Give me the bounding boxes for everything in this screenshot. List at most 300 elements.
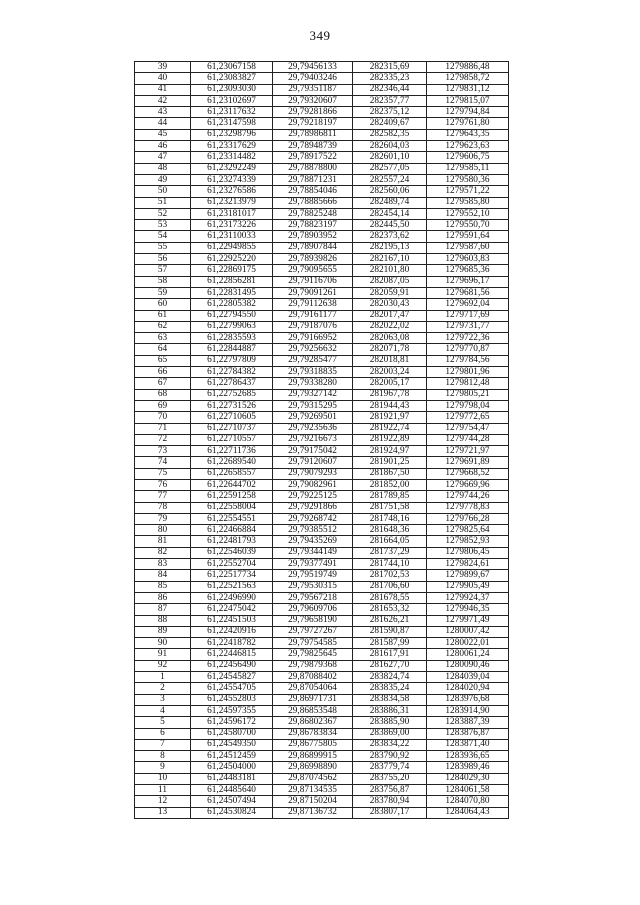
table-row [135,389,509,400]
longitude-cell: 29,78907844 [273,242,353,253]
latitude-cell: 61,23213979 [191,197,273,208]
latitude-cell: 61,24580700 [191,728,273,739]
table-row [135,163,509,174]
longitude-cell: 29,79218197 [273,118,353,129]
table-row [135,604,509,615]
point-number-cell: 8 [135,751,191,762]
table-row [135,615,509,626]
table-row [135,649,509,660]
point-number-cell: 3 [135,694,191,705]
coordinates-table [134,61,509,819]
longitude-cell: 29,78986811 [273,129,353,140]
latitude-cell: 61,22558004 [191,502,273,513]
y-coordinate-cell: 1279886,48 [427,62,509,73]
x-coordinate-cell: 281626,21 [353,615,427,626]
x-coordinate-cell: 282195,13 [353,242,427,253]
longitude-cell: 29,78878800 [273,163,353,174]
table-row [135,683,509,694]
table-row [135,525,509,536]
y-coordinate-cell: 1279946,35 [427,604,509,615]
point-number-cell: 48 [135,163,191,174]
table-row [135,152,509,163]
point-number-cell: 59 [135,287,191,298]
latitude-cell: 61,22418782 [191,638,273,649]
latitude-cell: 61,22552704 [191,559,273,570]
latitude-cell: 61,24530824 [191,807,273,818]
x-coordinate-cell: 281748,16 [353,513,427,524]
latitude-cell: 61,23314482 [191,152,273,163]
longitude-cell: 29,87088402 [273,672,353,683]
x-coordinate-cell: 281664,05 [353,536,427,547]
longitude-cell: 29,79456133 [273,62,353,73]
table-row [135,141,509,152]
coordinates-table-body [135,62,509,819]
latitude-cell: 61,24596172 [191,717,273,728]
latitude-cell: 61,22475042 [191,604,273,615]
y-coordinate-cell: 1279550,70 [427,220,509,231]
y-coordinate-cell: 1283936,65 [427,751,509,762]
point-number-cell: 87 [135,604,191,615]
x-coordinate-cell: 282409,67 [353,118,427,129]
y-coordinate-cell: 1279899,67 [427,570,509,581]
x-coordinate-cell: 283835,24 [353,683,427,694]
longitude-cell: 29,78825248 [273,208,353,219]
latitude-cell: 61,22521563 [191,581,273,592]
x-coordinate-cell: 281922,74 [353,423,427,434]
x-coordinate-cell: 282489,74 [353,197,427,208]
x-coordinate-cell: 281944,43 [353,400,427,411]
y-coordinate-cell: 1279585,80 [427,197,509,208]
latitude-cell: 61,22710605 [191,412,273,423]
x-coordinate-cell: 282375,12 [353,107,427,118]
longitude-cell: 29,87134535 [273,785,353,796]
y-coordinate-cell: 1283989,46 [427,762,509,773]
x-coordinate-cell: 282346,44 [353,84,427,95]
longitude-cell: 29,79116706 [273,276,353,287]
point-number-cell: 5 [135,717,191,728]
table-row [135,321,509,332]
x-coordinate-cell: 282071,78 [353,344,427,355]
x-coordinate-cell: 283834,22 [353,739,427,750]
latitude-cell: 61,23110033 [191,231,273,242]
y-coordinate-cell: 1279571,22 [427,186,509,197]
point-number-cell: 10 [135,773,191,784]
table-row [135,129,509,140]
y-coordinate-cell: 1279858,72 [427,73,509,84]
longitude-cell: 29,79225125 [273,491,353,502]
longitude-cell: 29,86899915 [273,751,353,762]
longitude-cell: 29,86775805 [273,739,353,750]
point-number-cell: 72 [135,434,191,445]
table-row [135,479,509,490]
x-coordinate-cell: 283755,20 [353,773,427,784]
latitude-cell: 61,22554551 [191,513,273,524]
point-number-cell: 2 [135,683,191,694]
x-coordinate-cell: 282373,62 [353,231,427,242]
longitude-cell: 29,79281866 [273,107,353,118]
x-coordinate-cell: 283886,31 [353,705,427,716]
point-number-cell: 40 [135,73,191,84]
latitude-cell: 61,22517734 [191,570,273,581]
longitude-cell: 29,79315295 [273,400,353,411]
point-number-cell: 77 [135,491,191,502]
y-coordinate-cell: 1279669,96 [427,479,509,490]
x-coordinate-cell: 281922,89 [353,434,427,445]
longitude-cell: 29,79256632 [273,344,353,355]
point-number-cell: 4 [135,705,191,716]
table-row [135,265,509,276]
x-coordinate-cell: 282101,80 [353,265,427,276]
longitude-cell: 29,79082961 [273,479,353,490]
page-number: 349 [309,28,331,43]
latitude-cell: 61,22710737 [191,423,273,434]
latitude-cell: 61,22456490 [191,660,273,671]
x-coordinate-cell: 281617,91 [353,649,427,660]
longitude-cell: 29,79403246 [273,73,353,84]
longitude-cell: 29,79175042 [273,446,353,457]
latitude-cell: 61,22644702 [191,479,273,490]
longitude-cell: 29,86802367 [273,717,353,728]
y-coordinate-cell: 1279692,04 [427,299,509,310]
latitude-cell: 61,22797809 [191,355,273,366]
y-coordinate-cell: 1279580,36 [427,174,509,185]
point-number-cell: 49 [135,174,191,185]
latitude-cell: 61,22710557 [191,434,273,445]
point-number-cell: 60 [135,299,191,310]
longitude-cell: 29,87136732 [273,807,353,818]
x-coordinate-cell: 281678,55 [353,592,427,603]
x-coordinate-cell: 281706,60 [353,581,427,592]
point-number-cell: 47 [135,152,191,163]
y-coordinate-cell: 1283871,40 [427,739,509,750]
x-coordinate-cell: 281587,99 [353,638,427,649]
table-row [135,626,509,637]
longitude-cell: 29,87074562 [273,773,353,784]
y-coordinate-cell: 1279766,28 [427,513,509,524]
y-coordinate-cell: 1279591,64 [427,231,509,242]
y-coordinate-cell: 1279754,47 [427,423,509,434]
point-number-cell: 42 [135,95,191,106]
table-row [135,276,509,287]
latitude-cell: 61,23093030 [191,84,273,95]
longitude-cell: 29,86971731 [273,694,353,705]
longitude-cell: 29,86783834 [273,728,353,739]
point-number-cell: 54 [135,231,191,242]
point-number-cell: 71 [135,423,191,434]
point-number-cell: 84 [135,570,191,581]
point-number-cell: 66 [135,367,191,378]
latitude-cell: 61,24597355 [191,705,273,716]
y-coordinate-cell: 1283976,68 [427,694,509,705]
y-coordinate-cell: 1279606,75 [427,152,509,163]
point-number-cell: 75 [135,468,191,479]
longitude-cell: 29,79658190 [273,615,353,626]
longitude-cell: 29,79754585 [273,638,353,649]
table-row [135,208,509,219]
longitude-cell: 29,79091261 [273,287,353,298]
longitude-cell: 29,79187076 [273,321,353,332]
point-number-cell: 79 [135,513,191,524]
longitude-cell: 29,79530315 [273,581,353,592]
table-row [135,412,509,423]
latitude-cell: 61,22658557 [191,468,273,479]
latitude-cell: 61,23317629 [191,141,273,152]
y-coordinate-cell: 1279552,10 [427,208,509,219]
point-number-cell: 55 [135,242,191,253]
y-coordinate-cell: 1279971,49 [427,615,509,626]
table-row [135,423,509,434]
y-coordinate-cell: 1279717,69 [427,310,509,321]
longitude-cell: 29,79268742 [273,513,353,524]
point-number-cell: 53 [135,220,191,231]
table-row [135,796,509,807]
x-coordinate-cell: 282335,23 [353,73,427,84]
y-coordinate-cell: 1279805,21 [427,389,509,400]
latitude-cell: 61,23102697 [191,95,273,106]
longitude-cell: 29,79435269 [273,536,353,547]
table-row [135,739,509,750]
x-coordinate-cell: 282059,91 [353,287,427,298]
point-number-cell: 90 [135,638,191,649]
y-coordinate-cell: 1279852,93 [427,536,509,547]
x-coordinate-cell: 282604,03 [353,141,427,152]
table-row [135,457,509,468]
point-number-cell: 83 [135,559,191,570]
latitude-cell: 61,24485640 [191,785,273,796]
x-coordinate-cell: 281627,70 [353,660,427,671]
table-row [135,559,509,570]
longitude-cell: 29,78823197 [273,220,353,231]
x-coordinate-cell: 282557,24 [353,174,427,185]
y-coordinate-cell: 1283876,87 [427,728,509,739]
longitude-cell: 29,79318835 [273,367,353,378]
longitude-cell: 29,79727267 [273,626,353,637]
latitude-cell: 61,22546039 [191,547,273,558]
table-row [135,785,509,796]
point-number-cell: 13 [135,807,191,818]
latitude-cell: 61,23298796 [191,129,273,140]
y-coordinate-cell: 1279794,84 [427,107,509,118]
point-number-cell: 80 [135,525,191,536]
point-number-cell: 51 [135,197,191,208]
latitude-cell: 61,22794550 [191,310,273,321]
longitude-cell: 29,79338280 [273,378,353,389]
longitude-cell: 29,79235636 [273,423,353,434]
latitude-cell: 61,22711736 [191,446,273,457]
x-coordinate-cell: 281751,58 [353,502,427,513]
latitude-cell: 61,22689540 [191,457,273,468]
table-row [135,660,509,671]
longitude-cell: 29,87150204 [273,796,353,807]
longitude-cell: 29,78939826 [273,254,353,265]
point-number-cell: 67 [135,378,191,389]
point-number-cell: 44 [135,118,191,129]
longitude-cell: 29,79166952 [273,333,353,344]
longitude-cell: 29,79879368 [273,660,353,671]
latitude-cell: 61,22925220 [191,254,273,265]
table-row [135,355,509,366]
x-coordinate-cell: 283756,87 [353,785,427,796]
latitude-cell: 61,24504000 [191,762,273,773]
latitude-cell: 61,24554705 [191,683,273,694]
y-coordinate-cell: 1279778,83 [427,502,509,513]
y-coordinate-cell: 1279761,80 [427,118,509,129]
y-coordinate-cell: 1279603,83 [427,254,509,265]
x-coordinate-cell: 281901,25 [353,457,427,468]
x-coordinate-cell: 281737,29 [353,547,427,558]
latitude-cell: 61,24552803 [191,694,273,705]
table-row [135,118,509,129]
table-row [135,310,509,321]
y-coordinate-cell: 1280061,24 [427,649,509,660]
table-row [135,434,509,445]
point-number-cell: 89 [135,626,191,637]
x-coordinate-cell: 281789,85 [353,491,427,502]
longitude-cell: 29,79377491 [273,559,353,570]
x-coordinate-cell: 283807,17 [353,807,427,818]
longitude-cell: 29,79079293 [273,468,353,479]
y-coordinate-cell: 1284020,94 [427,683,509,694]
point-number-cell: 70 [135,412,191,423]
table-row [135,400,509,411]
latitude-cell: 61,24483181 [191,773,273,784]
x-coordinate-cell: 282167,10 [353,254,427,265]
x-coordinate-cell: 283834,58 [353,694,427,705]
y-coordinate-cell: 1280022,01 [427,638,509,649]
point-number-cell: 41 [135,84,191,95]
longitude-cell: 29,79216673 [273,434,353,445]
table-row [135,751,509,762]
point-number-cell: 50 [135,186,191,197]
longitude-cell: 29,79320607 [273,95,353,106]
latitude-cell: 61,24512459 [191,751,273,762]
point-number-cell: 58 [135,276,191,287]
y-coordinate-cell: 1283887,39 [427,717,509,728]
latitude-cell: 61,24507494 [191,796,273,807]
longitude-cell: 29,86853548 [273,705,353,716]
longitude-cell: 29,79825645 [273,649,353,660]
longitude-cell: 29,79519749 [273,570,353,581]
y-coordinate-cell: 1284064,43 [427,807,509,818]
longitude-cell: 29,79344149 [273,547,353,558]
y-coordinate-cell: 1284061,58 [427,785,509,796]
table-row [135,84,509,95]
latitude-cell: 61,22831495 [191,287,273,298]
longitude-cell: 29,79095655 [273,265,353,276]
x-coordinate-cell: 281590,87 [353,626,427,637]
y-coordinate-cell: 1279905,49 [427,581,509,592]
point-number-cell: 12 [135,796,191,807]
latitude-cell: 61,23147598 [191,118,273,129]
x-coordinate-cell: 282454,14 [353,208,427,219]
x-coordinate-cell: 281921,97 [353,412,427,423]
latitude-cell: 61,22481793 [191,536,273,547]
x-coordinate-cell: 282003,24 [353,367,427,378]
y-coordinate-cell: 1279824,61 [427,559,509,570]
longitude-cell: 29,78854046 [273,186,353,197]
x-coordinate-cell: 281648,36 [353,525,427,536]
table-row [135,73,509,84]
latitude-cell: 61,22786437 [191,378,273,389]
y-coordinate-cell: 1280090,46 [427,660,509,671]
table-row [135,95,509,106]
table-row [135,197,509,208]
latitude-cell: 61,22844887 [191,344,273,355]
point-number-cell: 43 [135,107,191,118]
y-coordinate-cell: 1279696,17 [427,276,509,287]
table-row [135,254,509,265]
point-number-cell: 46 [135,141,191,152]
longitude-cell: 29,87054064 [273,683,353,694]
x-coordinate-cell: 282087,05 [353,276,427,287]
y-coordinate-cell: 1279721,97 [427,446,509,457]
longitude-cell: 29,79609706 [273,604,353,615]
table-row [135,570,509,581]
latitude-cell: 61,22731526 [191,400,273,411]
table-row [135,728,509,739]
y-coordinate-cell: 1279784,56 [427,355,509,366]
table-row [135,491,509,502]
x-coordinate-cell: 283780,94 [353,796,427,807]
latitude-cell: 61,24549350 [191,739,273,750]
point-number-cell: 9 [135,762,191,773]
x-coordinate-cell: 281653,32 [353,604,427,615]
table-row [135,174,509,185]
x-coordinate-cell: 281744,10 [353,559,427,570]
point-number-cell: 76 [135,479,191,490]
latitude-cell: 61,23181017 [191,208,273,219]
latitude-cell: 61,22856281 [191,276,273,287]
table-row [135,287,509,298]
point-number-cell: 63 [135,333,191,344]
x-coordinate-cell: 283885,90 [353,717,427,728]
table-row [135,231,509,242]
y-coordinate-cell: 1279744,26 [427,491,509,502]
point-number-cell: 81 [135,536,191,547]
x-coordinate-cell: 281967,78 [353,389,427,400]
x-coordinate-cell: 282315,69 [353,62,427,73]
latitude-cell: 61,22949855 [191,242,273,253]
y-coordinate-cell: 1280007,42 [427,626,509,637]
y-coordinate-cell: 1279812,48 [427,378,509,389]
table-row [135,547,509,558]
x-coordinate-cell: 282063,08 [353,333,427,344]
table-row [135,446,509,457]
y-coordinate-cell: 1279681,56 [427,287,509,298]
latitude-cell: 61,22869175 [191,265,273,276]
table-row [135,344,509,355]
x-coordinate-cell: 282357,77 [353,95,427,106]
point-number-cell: 52 [135,208,191,219]
y-coordinate-cell: 1279643,35 [427,129,509,140]
y-coordinate-cell: 1284039,04 [427,672,509,683]
x-coordinate-cell: 281924,97 [353,446,427,457]
y-coordinate-cell: 1279772,65 [427,412,509,423]
point-number-cell: 56 [135,254,191,265]
point-number-cell: 65 [135,355,191,366]
latitude-cell: 61,22784382 [191,367,273,378]
point-number-cell: 78 [135,502,191,513]
y-coordinate-cell: 1279744,28 [427,434,509,445]
longitude-cell: 29,78948739 [273,141,353,152]
latitude-cell: 61,22835593 [191,333,273,344]
x-coordinate-cell: 283869,00 [353,728,427,739]
x-coordinate-cell: 281867,50 [353,468,427,479]
latitude-cell: 61,22496990 [191,592,273,603]
table-row [135,581,509,592]
y-coordinate-cell: 1284070,80 [427,796,509,807]
point-number-cell: 85 [135,581,191,592]
